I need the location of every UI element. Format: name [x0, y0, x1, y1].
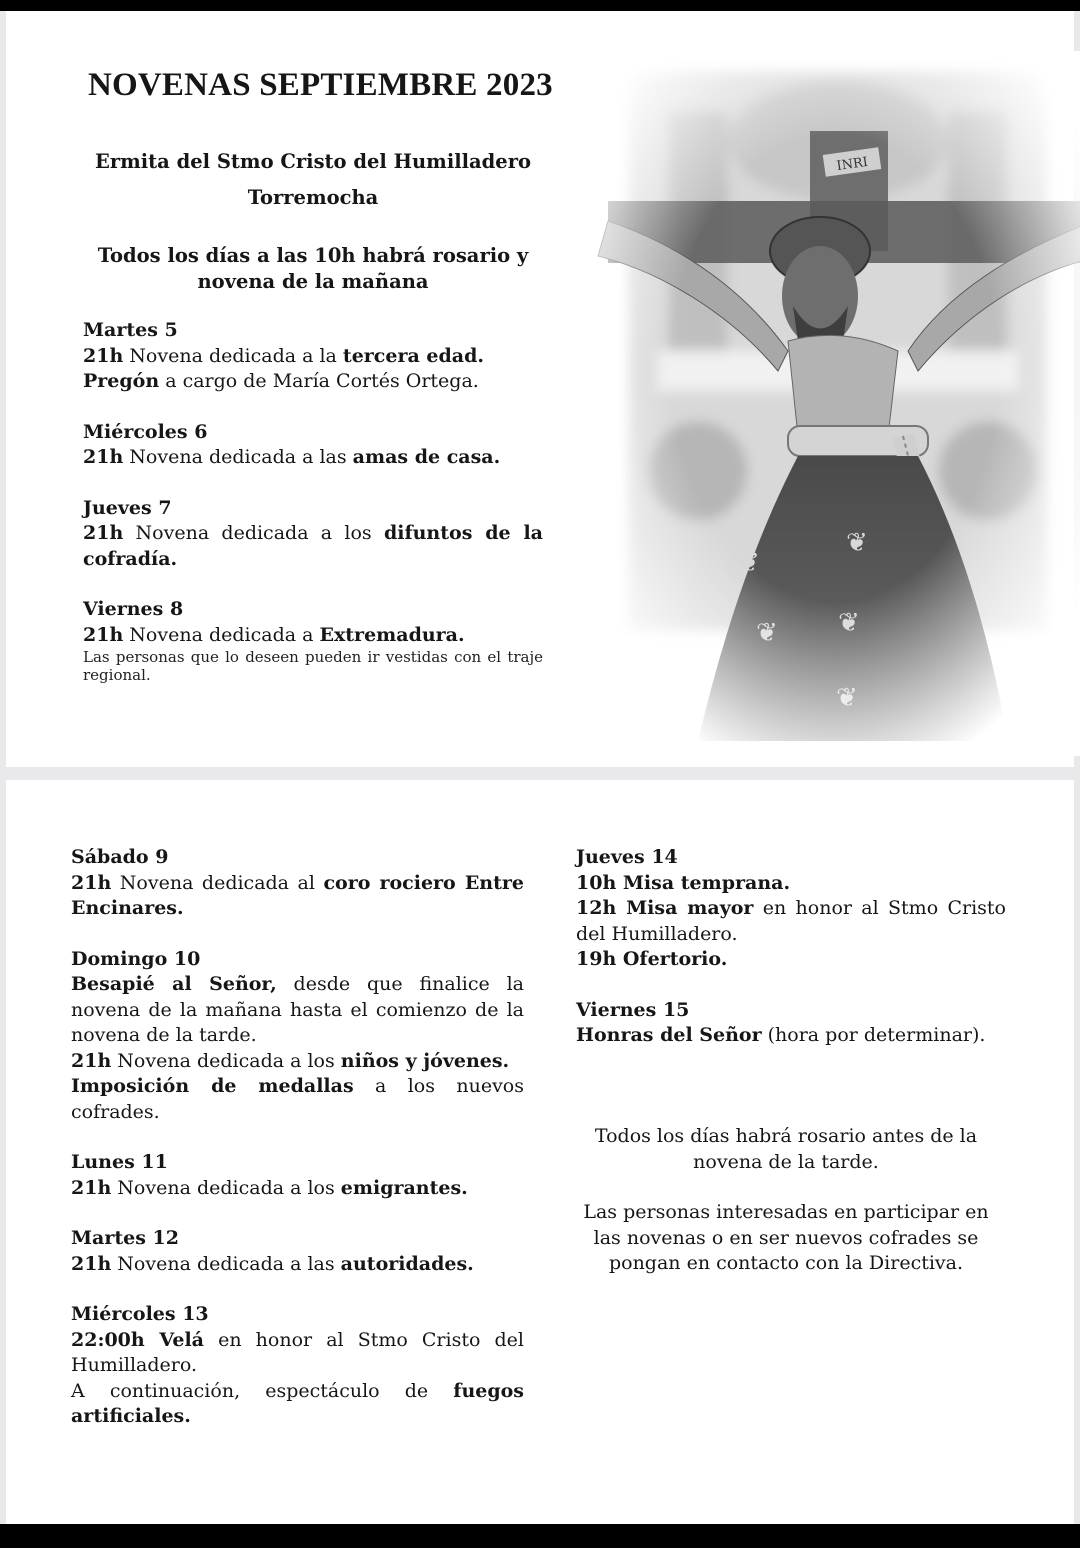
entry-highlight: 21h — [83, 623, 124, 646]
entry-line — [71, 1176, 524, 1202]
entry-line — [83, 445, 543, 471]
entry-line — [576, 1023, 1006, 1049]
entry-note: Las personas que lo deseen pueden ir vestidas con el traje regional. — [83, 648, 543, 684]
entry-highlight: 21h — [71, 1049, 112, 1072]
entry-dedication: difuntos de la cofradía. — [83, 522, 543, 570]
schedule-entry — [71, 845, 524, 922]
page-title: NOVENAS SEPTIEMBRE 2023 — [88, 67, 553, 103]
entry-highlight: Honras del Señor — [576, 1024, 762, 1046]
entry-line — [83, 344, 543, 370]
entry-highlight: 21h — [83, 522, 124, 544]
entry-highlight: 21h — [83, 446, 124, 468]
page-one — [6, 11, 1074, 767]
entry-text: Novena dedicada a — [123, 623, 320, 646]
schedule-list — [83, 318, 543, 709]
entry-line — [71, 1049, 524, 1075]
entry-day: Domingo 10 — [71, 947, 201, 970]
entry-dedication: tercera edad. — [342, 344, 484, 367]
rosary-note: Todos los días habrá rosario antes de la novena de la tarde. — [594, 1125, 978, 1173]
entry-text: Novena dedicada a las — [111, 1252, 341, 1275]
entry-highlight: 19h Ofertorio. — [576, 948, 728, 970]
entry-highlight: 21h — [83, 344, 124, 367]
entry-dedication: Extremadura. — [319, 623, 465, 646]
entry-text: Novena dedicada al — [111, 871, 324, 894]
entry-text: Novena dedicada a los — [123, 522, 384, 544]
entry-highlight: Besapié al Señor, — [71, 973, 277, 995]
entry-text: en honor al Stmo Cristo del Humilladero. — [576, 897, 1006, 945]
entry-day: Lunes 11 — [71, 1151, 168, 1173]
town-name: Torremocha — [247, 186, 379, 209]
entry-text: en honor al Stmo Cristo del Humilladero. — [71, 1328, 524, 1376]
schedule-entry — [83, 496, 543, 573]
entry-dedication: autoridades. — [340, 1252, 474, 1275]
entry-day: Viernes 15 — [576, 998, 690, 1021]
entry-highlight: 21h — [71, 1252, 112, 1275]
entry-line — [71, 1328, 524, 1379]
entry-dedication: fuegos artificiales. — [71, 1379, 524, 1427]
schedule-entry — [83, 318, 543, 395]
location-block — [66, 144, 560, 216]
entry-day: Martes 12 — [71, 1227, 179, 1249]
schedule-entry — [83, 597, 543, 684]
schedule-entry — [71, 1150, 524, 1201]
top-black-bar — [0, 0, 1080, 11]
entry-day: Jueves 7 — [83, 496, 172, 519]
entry-line — [71, 972, 524, 1049]
entry-text: desde que finalice la novena de la mañana hasta el comienzo de la novena de la tarde. — [71, 973, 525, 1046]
schedule-list-left — [71, 845, 524, 1455]
entry-text: (hora por determinar). — [761, 1024, 986, 1046]
entry-day: Miércoles 6 — [83, 420, 208, 443]
entry-text: Novena dedicada a la — [123, 344, 343, 367]
schedule-entry — [71, 947, 524, 1126]
entry-highlight: 10h Misa temprana. — [576, 871, 791, 894]
entry-highlight: 21h — [71, 871, 112, 894]
entry-dedication: niños y jóvenes. — [340, 1049, 510, 1072]
morning-novena-note: Todos los días a las 10h habrá rosario y novena de la mañana — [97, 244, 529, 293]
entry-dedication: emigrantes. — [340, 1176, 468, 1199]
entry-text: Novena dedicada a las — [123, 446, 353, 468]
schedule-entry — [576, 845, 1006, 973]
entry-line — [576, 896, 1006, 947]
crucifix-image — [588, 51, 1080, 756]
schedule-entry — [71, 1302, 524, 1430]
schedule-entry — [83, 420, 543, 471]
entry-dedication: coro rociero Entre Encinares. — [71, 871, 524, 919]
entry-highlight: Imposición de medallas — [71, 1075, 354, 1097]
entry-highlight: 22:00h Velá — [71, 1328, 204, 1351]
entry-line — [576, 871, 1006, 897]
entry-highlight: 12h Misa mayor — [576, 897, 754, 919]
bottom-black-bar — [0, 1524, 1080, 1548]
schedule-list-right — [576, 845, 1006, 1074]
entry-line — [71, 1074, 524, 1125]
entry-text: a cargo de María Cortés Ortega. — [159, 370, 479, 392]
schedule-entry — [576, 998, 1006, 1049]
entry-text: Novena dedicada a los — [111, 1176, 341, 1199]
entry-line — [83, 521, 543, 572]
entry-highlight: Pregón — [83, 370, 160, 392]
entry-line — [576, 947, 1006, 973]
entry-text: Novena dedicada a los — [111, 1049, 341, 1072]
entry-dedication: amas de casa. — [352, 446, 501, 468]
entry-line — [83, 623, 543, 649]
entry-line — [83, 369, 543, 395]
entry-line — [71, 1252, 524, 1278]
entry-text: A continuación, espectáculo de — [71, 1379, 454, 1402]
schedule-entry — [71, 1226, 524, 1277]
entry-day: Miércoles 13 — [71, 1303, 209, 1325]
entry-line — [71, 871, 524, 922]
entry-day: Martes 5 — [83, 319, 178, 341]
entry-text: a los nuevos cofrades. — [71, 1075, 524, 1123]
entry-line — [71, 1379, 524, 1430]
entry-day: Sábado 9 — [71, 846, 169, 868]
contact-note: Las personas interesadas en participar en las novenas o en ser nuevos cofrades se pongan en contacto con la Directiva. — [583, 1201, 989, 1274]
entry-highlight: 21h — [71, 1176, 112, 1199]
hermitage-name: Ermita del Stmo Cristo del Humilladero — [95, 150, 531, 173]
entry-day: Viernes 8 — [83, 598, 184, 620]
entry-day: Jueves 14 — [576, 846, 678, 868]
